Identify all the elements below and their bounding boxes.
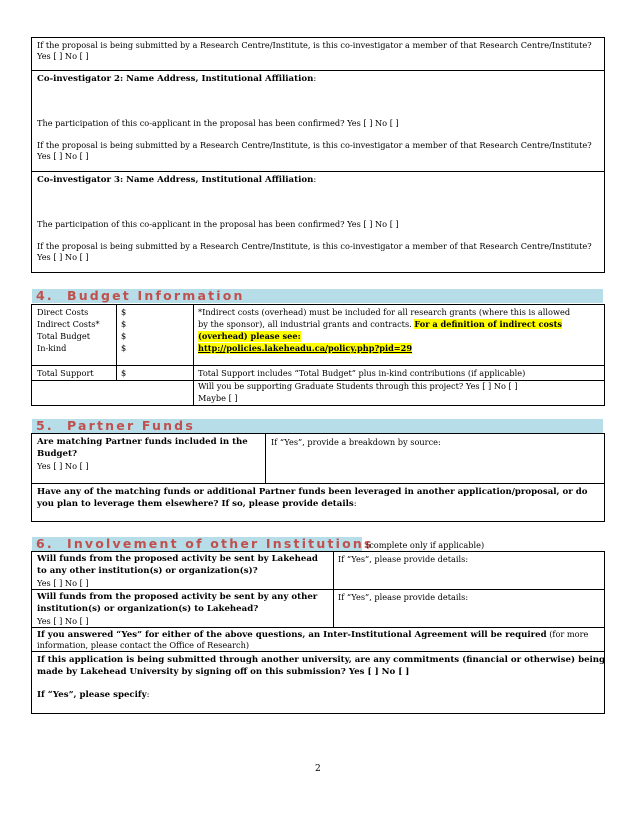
divider (265, 433, 266, 483)
divider (31, 627, 605, 628)
dollar-field[interactable]: $ (121, 307, 127, 317)
divider (31, 171, 605, 172)
grad-students-maybe: Maybe [ ] (198, 393, 238, 403)
partner-q2-line2: you plan to leverage them elsewhere? If so, please provide details: (37, 499, 357, 509)
institutions-q1-line2: to any other institution(s) or organization(s)? (37, 566, 258, 576)
divider (116, 304, 117, 380)
member-yes-no-3: Yes [ ] No [ ] (37, 252, 89, 262)
partner-q1-yes-no: Yes [ ] No [ ] (37, 461, 89, 471)
divider (31, 365, 605, 366)
institutions-heading-note: (complete only if applicable) (366, 540, 485, 550)
divider (193, 304, 194, 406)
co2-title: Co-investigator 2: Name Address, Institutional Affiliation: (37, 74, 317, 84)
budget-item-total-budget: Total Budget (37, 331, 91, 341)
dollar-field[interactable]: $ (121, 331, 127, 341)
page-number: 2 (315, 764, 321, 774)
budget-item-in-kind: In-kind (37, 343, 67, 353)
total-support-note: Total Support includes “Total Budget” plus in-kind contributions (if applicable) (198, 368, 526, 378)
institutions-heading: 6. Involvement of other Institutions (32, 537, 362, 551)
institutions-q2-details-prompt: If “Yes”, please provide details: (338, 592, 469, 602)
agreement-note-line2: information, please contact the Office of Research) (37, 640, 250, 650)
partner-q2-line1: Have any of the matching funds or additional Partner funds been leveraged in another application/proposal, or do (37, 487, 588, 497)
partner-q1-line2: Budget? (37, 449, 78, 459)
budget-item-direct-costs: Direct Costs (37, 307, 89, 317)
specify-prompt: If “Yes”, please specify: (37, 690, 150, 700)
co3-confirmed-question: The participation of this co-applicant in the proposal has been confirmed? Yes [ ] No [ ] (37, 219, 399, 229)
coinvestigator-box (31, 37, 605, 273)
divider (31, 483, 605, 484)
indirect-cost-note-line3: (overhead) please see: (198, 331, 301, 341)
partner-heading: 5. Partner Funds (32, 419, 603, 433)
budget-heading: 4. Budget Information (32, 289, 603, 303)
member-question-2: If the proposal is being submitted by a Research Centre/Institute, is this co-investigator a member of that Research Centre/Institute? (37, 140, 592, 150)
divider (31, 651, 605, 652)
indirect-cost-note-line2: by the sponsor), all industrial grants and contracts. For a definition of indirect costs (198, 319, 562, 329)
institutions-q2-yes-no: Yes [ ] No [ ] (37, 616, 89, 626)
partner-q1-line1: Are matching Partner funds included in the (37, 437, 248, 447)
member-yes-no-1: Yes [ ] No [ ] (37, 51, 89, 61)
institutions-q1-line1: Will funds from the proposed activity be sent by Lakehead (37, 554, 318, 564)
budget-item-indirect-costs: Indirect Costs* (37, 319, 100, 329)
dollar-field[interactable]: $ (121, 343, 127, 353)
member-yes-no-2: Yes [ ] No [ ] (37, 151, 89, 161)
indirect-cost-note-line1: *Indirect costs (overhead) must be included for all research grants (where this is allowed (198, 307, 571, 317)
institutions-q2-line1: Will funds from the proposed activity be sent by any other (37, 592, 318, 602)
total-support-label: Total Support (37, 368, 94, 378)
policy-link[interactable]: http://policies.lakeheadu.ca/policy.php?pid=29 (198, 343, 413, 353)
member-question-3: If the proposal is being submitted by a Research Centre/Institute, is this co-investigator a member of that Research Centre/Institute? (37, 241, 592, 251)
institutions-q2-line2: institution(s) or organization(s) to Lakehead? (37, 604, 259, 614)
partner-breakdown-prompt: If “Yes”, provide a breakdown by source: (271, 437, 441, 447)
co2-confirmed-question: The participation of this co-applicant in the proposal has been confirmed? Yes [ ] No [ ] (37, 118, 399, 128)
institutions-q1-details-prompt: If “Yes”, please provide details: (338, 554, 469, 564)
member-question-1: If the proposal is being submitted by a Research Centre/Institute, is this co-investigator a member of that Research Centre/Institute? (37, 40, 592, 50)
divider (31, 589, 605, 590)
dollar-field[interactable]: $ (121, 319, 127, 329)
grad-students-question: Will you be supporting Graduate Students through this project? Yes [ ] No [ ] (198, 381, 518, 391)
institutions-q1-yes-no: Yes [ ] No [ ] (37, 578, 89, 588)
co3-title: Co-investigator 3: Name Address, Institutional Affiliation: (37, 175, 317, 185)
divider (31, 70, 605, 71)
total-support-dollar[interactable]: $ (121, 368, 127, 378)
agreement-note-line1: If you answered “Yes” for either of the above questions, an Inter-Institutional Agreement will be required (for more (37, 629, 589, 640)
commitment-question-line2: made by Lakehead University by signing off on this submission? Yes [ ] No [ ] (37, 667, 410, 677)
commitment-question-line1: If this application is being submitted through another university, are any commitments (financial or otherwise) being (37, 655, 606, 665)
